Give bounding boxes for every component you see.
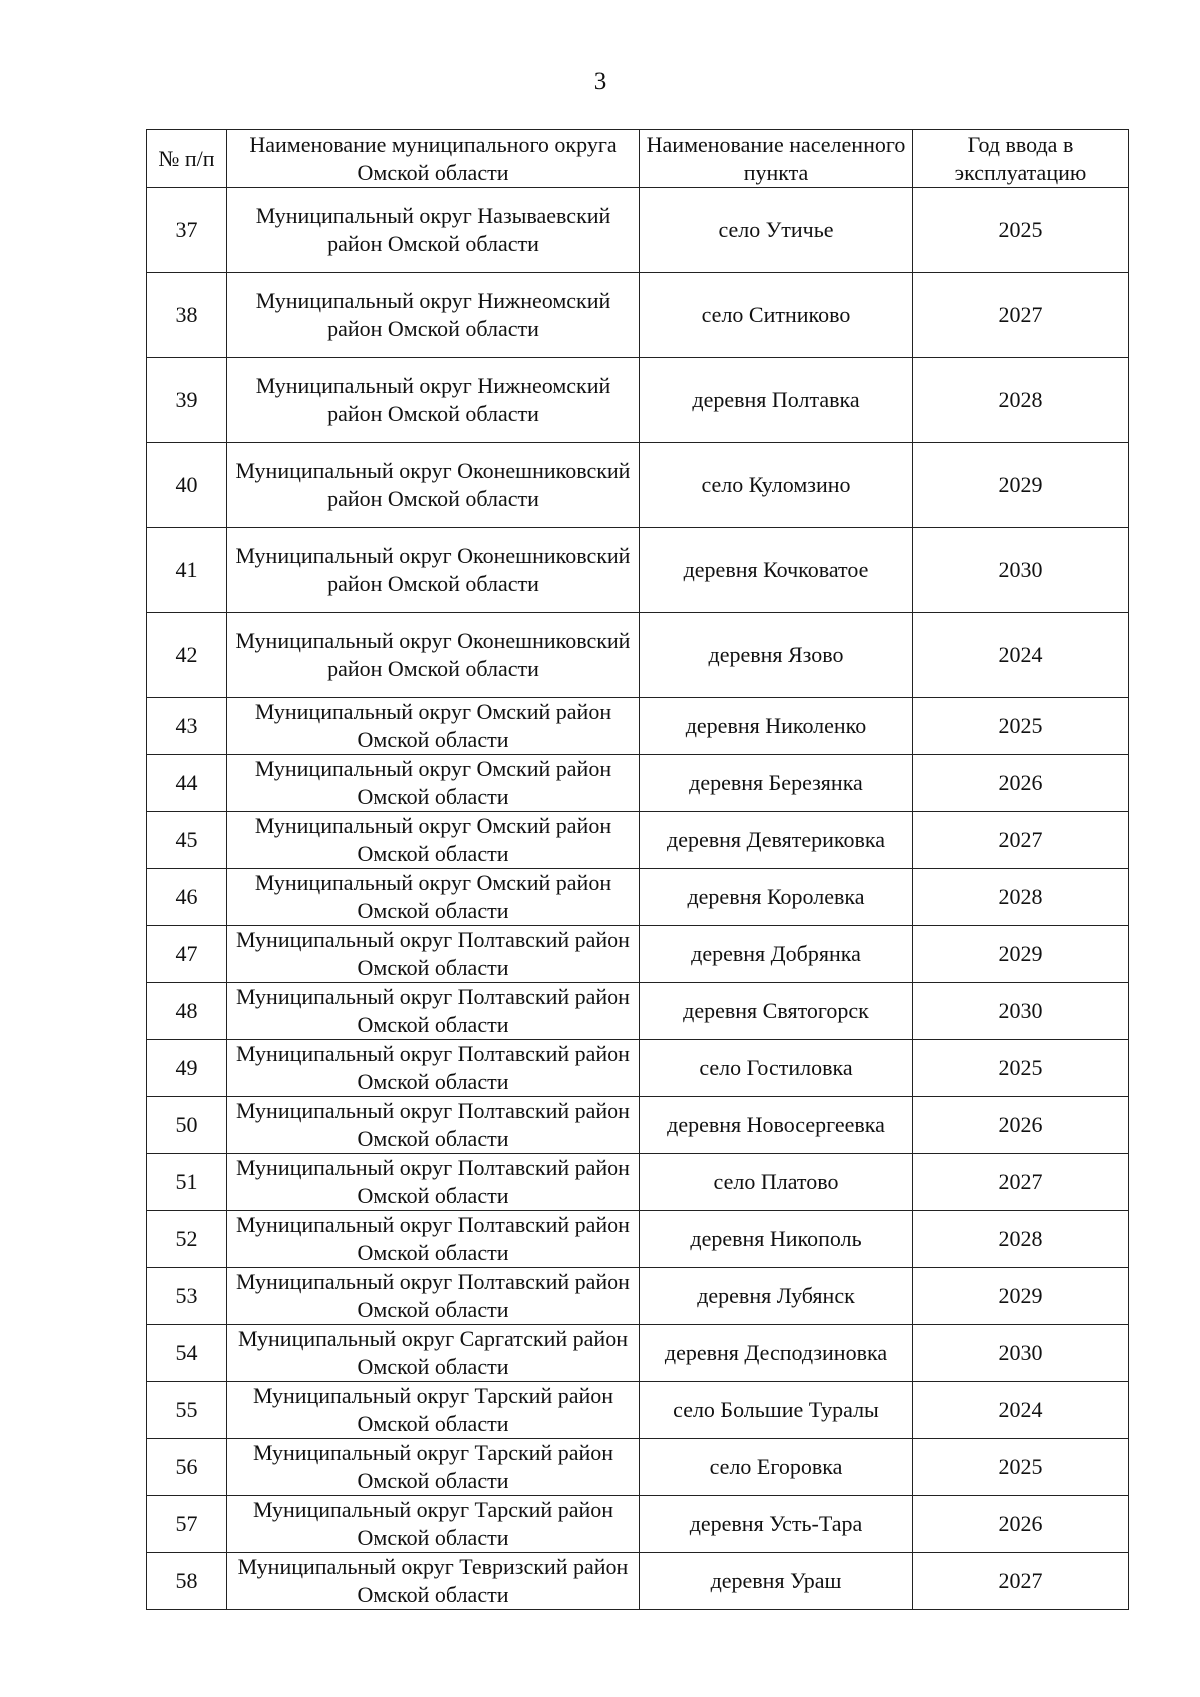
cell-settlement: деревня Язово <box>640 613 913 698</box>
cell-district: Муниципальный округ Тарский район Омской области <box>227 1382 640 1439</box>
cell-year: 2027 <box>913 1154 1129 1211</box>
cell-year: 2026 <box>913 755 1129 812</box>
cell-district: Муниципальный округ Омский район Омской области <box>227 869 640 926</box>
cell-num: 52 <box>147 1211 227 1268</box>
cell-settlement: деревня Ураш <box>640 1553 913 1610</box>
cell-district: Муниципальный округ Нижнеомский район Омской области <box>227 358 640 443</box>
table-row <box>147 1439 1129 1496</box>
cell-year: 2030 <box>913 983 1129 1040</box>
table-row <box>147 1211 1129 1268</box>
cell-year: 2030 <box>913 528 1129 613</box>
cell-district: Муниципальный округ Тевризский район Омской области <box>227 1553 640 1610</box>
cell-settlement: село Куломзино <box>640 443 913 528</box>
cell-settlement: деревня Полтавка <box>640 358 913 443</box>
cell-settlement: село Большие Туралы <box>640 1382 913 1439</box>
table-row <box>147 926 1129 983</box>
cell-district: Муниципальный округ Полтавский район Омской области <box>227 983 640 1040</box>
cell-settlement: деревня Усть-Тара <box>640 1496 913 1553</box>
cell-num: 53 <box>147 1268 227 1325</box>
cell-year: 2027 <box>913 812 1129 869</box>
cell-num: 48 <box>147 983 227 1040</box>
table-row <box>147 358 1129 443</box>
cell-num: 45 <box>147 812 227 869</box>
cell-settlement: село Утичье <box>640 188 913 273</box>
cell-settlement: село Гостиловка <box>640 1040 913 1097</box>
header-district: Наименование муниципального округа Омской области <box>227 130 640 188</box>
cell-settlement: деревня Десподзиновка <box>640 1325 913 1382</box>
cell-year: 2027 <box>913 1553 1129 1610</box>
cell-district: Муниципальный округ Оконешниковский район Омской области <box>227 613 640 698</box>
cell-num: 47 <box>147 926 227 983</box>
cell-year: 2026 <box>913 1097 1129 1154</box>
cell-num: 38 <box>147 273 227 358</box>
cell-year: 2024 <box>913 1382 1129 1439</box>
table-row <box>147 869 1129 926</box>
cell-district: Муниципальный округ Омский район Омской области <box>227 812 640 869</box>
cell-num: 46 <box>147 869 227 926</box>
table-row <box>147 528 1129 613</box>
cell-district: Муниципальный округ Оконешниковский район Омской области <box>227 528 640 613</box>
cell-settlement: деревня Кочковатое <box>640 528 913 613</box>
cell-settlement: деревня Новосергеевка <box>640 1097 913 1154</box>
table-row <box>147 613 1129 698</box>
table-header-row <box>147 130 1129 188</box>
table-row <box>147 1268 1129 1325</box>
cell-num: 43 <box>147 698 227 755</box>
cell-district: Муниципальный округ Полтавский район Омской области <box>227 1211 640 1268</box>
cell-year: 2028 <box>913 358 1129 443</box>
cell-num: 58 <box>147 1553 227 1610</box>
cell-num: 51 <box>147 1154 227 1211</box>
table-row <box>147 1553 1129 1610</box>
cell-district: Муниципальный округ Омский район Омской области <box>227 698 640 755</box>
table-row <box>147 812 1129 869</box>
cell-year: 2025 <box>913 188 1129 273</box>
cell-year: 2026 <box>913 1496 1129 1553</box>
cell-year: 2025 <box>913 1040 1129 1097</box>
cell-settlement: деревня Николенко <box>640 698 913 755</box>
cell-num: 41 <box>147 528 227 613</box>
cell-district: Муниципальный округ Полтавский район Омской области <box>227 1097 640 1154</box>
cell-num: 49 <box>147 1040 227 1097</box>
table-row <box>147 1382 1129 1439</box>
header-num: № п/п <box>147 130 227 188</box>
cell-num: 40 <box>147 443 227 528</box>
cell-num: 50 <box>147 1097 227 1154</box>
cell-year: 2028 <box>913 1211 1129 1268</box>
cell-num: 37 <box>147 188 227 273</box>
cell-settlement: село Платово <box>640 1154 913 1211</box>
cell-num: 42 <box>147 613 227 698</box>
table-row <box>147 1325 1129 1382</box>
table-row <box>147 1496 1129 1553</box>
cell-settlement: село Ситниково <box>640 273 913 358</box>
cell-district: Муниципальный округ Полтавский район Омской области <box>227 1154 640 1211</box>
cell-num: 54 <box>147 1325 227 1382</box>
cell-district: Муниципальный округ Полтавский район Омской области <box>227 1268 640 1325</box>
cell-district: Муниципальный округ Нижнеомский район Омской области <box>227 273 640 358</box>
cell-settlement: деревня Никополь <box>640 1211 913 1268</box>
cell-settlement: деревня Березянка <box>640 755 913 812</box>
cell-district: Муниципальный округ Саргатский район Омской области <box>227 1325 640 1382</box>
cell-district: Муниципальный округ Полтавский район Омской области <box>227 926 640 983</box>
cell-year: 2029 <box>913 926 1129 983</box>
cell-district: Муниципальный округ Оконешниковский район Омской области <box>227 443 640 528</box>
header-year: Год ввода в эксплуатацию <box>913 130 1129 188</box>
cell-district: Муниципальный округ Тарский район Омской области <box>227 1496 640 1553</box>
cell-year: 2027 <box>913 273 1129 358</box>
cell-num: 39 <box>147 358 227 443</box>
table-row <box>147 188 1129 273</box>
cell-year: 2024 <box>913 613 1129 698</box>
cell-year: 2025 <box>913 1439 1129 1496</box>
cell-year: 2025 <box>913 698 1129 755</box>
cell-year: 2029 <box>913 443 1129 528</box>
cell-settlement: село Егоровка <box>640 1439 913 1496</box>
cell-settlement: деревня Добрянка <box>640 926 913 983</box>
cell-num: 44 <box>147 755 227 812</box>
cell-num: 55 <box>147 1382 227 1439</box>
cell-num: 56 <box>147 1439 227 1496</box>
table-row <box>147 1040 1129 1097</box>
table-row <box>147 273 1129 358</box>
cell-year: 2030 <box>913 1325 1129 1382</box>
cell-settlement: деревня Девятериковка <box>640 812 913 869</box>
cell-settlement: деревня Королевка <box>640 869 913 926</box>
table-row <box>147 698 1129 755</box>
settlements-table <box>146 129 1129 1610</box>
table-row <box>147 1097 1129 1154</box>
cell-year: 2028 <box>913 869 1129 926</box>
cell-district: Муниципальный округ Полтавский район Омской области <box>227 1040 640 1097</box>
table-row <box>147 755 1129 812</box>
header-settlement: Наименование населенного пункта <box>640 130 913 188</box>
table-row <box>147 1154 1129 1211</box>
cell-settlement: деревня Святогорск <box>640 983 913 1040</box>
table-row <box>147 983 1129 1040</box>
cell-district: Муниципальный округ Омский район Омской области <box>227 755 640 812</box>
page-number: 3 <box>593 68 607 95</box>
table-row <box>147 443 1129 528</box>
cell-settlement: деревня Лубянск <box>640 1268 913 1325</box>
cell-num: 57 <box>147 1496 227 1553</box>
cell-district: Муниципальный округ Называевский район Омской области <box>227 188 640 273</box>
cell-year: 2029 <box>913 1268 1129 1325</box>
cell-district: Муниципальный округ Тарский район Омской области <box>227 1439 640 1496</box>
